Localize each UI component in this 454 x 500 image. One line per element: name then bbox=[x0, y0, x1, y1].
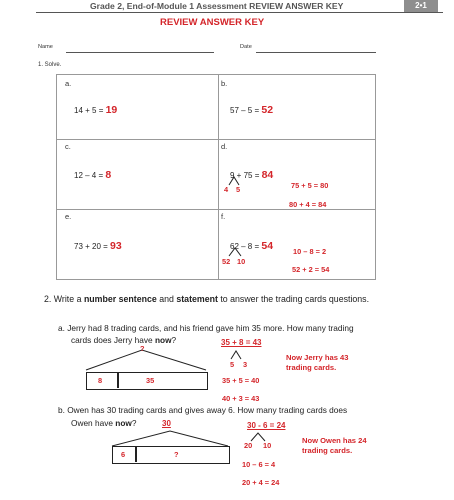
cell-f-expression: 62 – 8 = bbox=[230, 242, 262, 251]
q2b-text: Owen have bbox=[71, 418, 116, 428]
cell-a-expression: 14 + 5 = bbox=[74, 106, 106, 115]
q2-prompt bbox=[44, 294, 369, 304]
module-badge: 2•1 bbox=[404, 0, 438, 12]
cell-b-answer: 52 bbox=[261, 104, 274, 116]
cell-e-label: e. bbox=[65, 212, 72, 221]
q2b-tape-part: ? bbox=[174, 450, 179, 459]
cell-c-equation bbox=[74, 165, 111, 183]
cell-d-split-part: 5 bbox=[236, 185, 241, 194]
q2b-split-part: 20 bbox=[244, 441, 253, 450]
tape-bracket bbox=[80, 344, 210, 372]
cell-f-label: f. bbox=[221, 212, 226, 221]
q2b-bold: now bbox=[115, 418, 132, 428]
q2b-split-part: 10 bbox=[263, 441, 272, 450]
cell-c-label: c. bbox=[65, 142, 71, 151]
cell-f-answer: 54 bbox=[261, 240, 274, 252]
cell-e-expression: 73 + 20 = bbox=[74, 242, 111, 251]
q2a-text: ? bbox=[171, 335, 177, 345]
cell-a-answer: 19 bbox=[105, 104, 118, 116]
header-title: Grade 2, End-of-Module 1 Assessment REVIEW ANSWER KEY bbox=[90, 1, 344, 11]
q2b-text: ? bbox=[131, 418, 137, 428]
q2a-step: 35 + 5 = 40 bbox=[222, 376, 260, 385]
tape-bracket bbox=[108, 428, 232, 448]
cell-d-label: d. bbox=[221, 142, 228, 151]
q2-prompt-text: 2. Write a bbox=[44, 294, 84, 304]
answer-key-subtitle: REVIEW ANSWER KEY bbox=[160, 17, 265, 28]
cell-b-equation bbox=[230, 100, 273, 118]
q2a-statement: Now Jerry has 43 trading cards. bbox=[286, 353, 349, 372]
q2a-split-part: 3 bbox=[243, 360, 248, 369]
cell-f-step: 10 – 8 = 2 bbox=[293, 247, 327, 256]
grid-divider bbox=[57, 139, 375, 140]
cell-f-step: 52 + 2 = 54 bbox=[292, 265, 330, 274]
cell-d-expression: 9 + 75 = bbox=[230, 171, 262, 180]
cell-d-step: 80 + 4 = 84 bbox=[289, 200, 327, 209]
q2a-equation: 35 + 8 = 43 bbox=[221, 338, 262, 347]
q2a-line1: a. Jerry had 8 trading cards, and his friend gave him 35 more. How many trading bbox=[58, 323, 354, 333]
q2b-step: 10 – 6 = 4 bbox=[242, 460, 276, 469]
cell-e-answer: 93 bbox=[110, 240, 122, 252]
date-label: Date bbox=[240, 44, 252, 50]
cell-a-equation bbox=[74, 100, 117, 118]
tape-divider bbox=[135, 447, 137, 462]
q1-prompt: 1. Solve. bbox=[38, 62, 62, 68]
q2b-statement: Now Owen has 24 trading cards. bbox=[302, 436, 367, 455]
q2b-tape-part: 6 bbox=[121, 450, 126, 459]
tape-divider bbox=[117, 373, 119, 388]
cell-b-expression: 57 – 5 = bbox=[230, 106, 262, 115]
cell-f-split-part: 10 bbox=[237, 257, 246, 266]
q2b-equation: 30 - 6 = 24 bbox=[247, 421, 286, 430]
date-line bbox=[256, 52, 376, 53]
cell-c-answer: 8 bbox=[105, 169, 112, 181]
q2b-line2 bbox=[71, 418, 137, 428]
q2a-tape-part: 35 bbox=[146, 376, 155, 385]
cell-c-expression: 12 – 4 = bbox=[74, 171, 106, 180]
q2a-split-part: 5 bbox=[230, 360, 235, 369]
grid-divider bbox=[218, 75, 219, 279]
cell-d-step: 75 + 5 = 80 bbox=[291, 181, 329, 190]
q2a-text: cards does Jerry have bbox=[71, 335, 155, 345]
q2b-tape-total: 30 bbox=[162, 419, 171, 428]
cell-d-split-part: 4 bbox=[224, 185, 229, 194]
q2b-tape-diagram bbox=[112, 446, 230, 464]
cell-f-split-part: 52 bbox=[222, 257, 231, 266]
number-bond-branch bbox=[226, 247, 244, 257]
grid-divider bbox=[57, 209, 375, 210]
q2-prompt-text: to answer the trading cards questions. bbox=[217, 294, 370, 304]
q2a-bold: now bbox=[154, 335, 172, 345]
q2-prompt-bold: statement bbox=[176, 294, 218, 304]
cell-b-label: b. bbox=[221, 79, 228, 88]
q2-prompt-bold: number sentence bbox=[83, 294, 157, 304]
q2b-step: 20 + 4 = 24 bbox=[242, 478, 280, 487]
header-rule bbox=[36, 12, 443, 13]
cell-d-answer: 84 bbox=[261, 169, 274, 181]
q2a-tape-part: 8 bbox=[98, 376, 103, 385]
q2b-line1: b. Owen has 30 trading cards and gives away 6. How many trading cards does bbox=[58, 405, 348, 415]
q2-prompt-text: and bbox=[156, 294, 177, 304]
q2a-step: 40 + 3 = 43 bbox=[222, 394, 260, 403]
cell-a-label: a. bbox=[65, 79, 72, 88]
q2a-tape-question: ? bbox=[140, 344, 145, 353]
cell-e-equation bbox=[74, 236, 122, 254]
number-bond-branch bbox=[228, 350, 244, 360]
name-line bbox=[66, 52, 214, 53]
name-label: Name bbox=[38, 44, 53, 50]
